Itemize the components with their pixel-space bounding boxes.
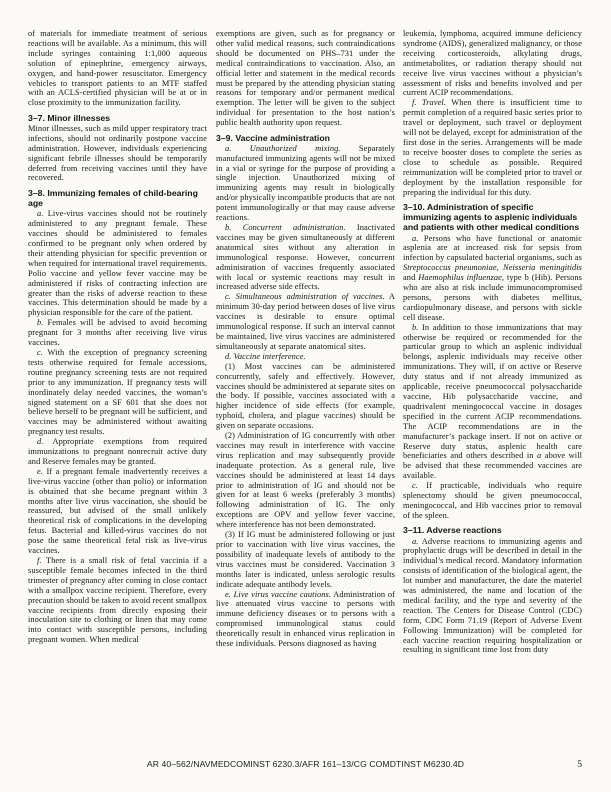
text-run: of materials for immediate treatment of serious reactions will be available. As a minimum, this will include syringes containing 1:1,000 aqueous solution of epinephrine, emergency airways, oxygen, and hand-power resuscitator. Emergency vehicles to transport patients to an MTF staffed with an ACLS-certified physician will be at or in close proximity to the immunization facility.: [28, 29, 207, 108]
text-run: d.: [37, 437, 44, 447]
text-run: (1) Most vaccines can be administered concurrently, safely and effectively. However, vaccines should be administered at separate sites on the body. If possible, vaccines associated with a higher incidence of side effects (for example, typhoid, cholera, and plague vaccines) should be given on separate occasions.: [216, 361, 395, 431]
text-run: (3) If IG must be administered following or just prior to vaccination with live virus vaccines, the possibility of inadequate levels of antibody to the virus vaccines must be considered. Vaccination 3 months later is indicated, unless serologic results indicate adequate antibody levels.: [216, 530, 395, 589]
text-run: (2) Administration of IG concurrently with other vaccines may result in interference with vaccine virus replication and may subsequently provide inadequate protection. As a general rule, live vaccines should be administered at least 14 days prior to administration of IG and should not be given for at least 6 weeks (preferably 3 months) following administration of IG. The only exceptions are OPV and yellow fever vaccine, where interference has not been demonstrated.: [216, 431, 395, 530]
paragraph: [216, 590, 395, 649]
text-run: A minimum 30-day period between doses of live virus vaccines is desirable to ensure optimal immunological response. If such an interval cannot be maintained, live virus vaccines are administered simultaneously at separate anatomical sites.: [216, 292, 395, 351]
text-run: If practicable, individuals who require splenectomy should be given pneumococcal, meningococcal, and Hib vaccines prior to removal of the spleen.: [403, 481, 582, 520]
text-run: Administration of live attenuated virus vaccine to persons with immune deficiency diseases or to persons with a compromised immunological status could theoretically result in enhanced virus replication in these individuals. Persons diagnosed as having: [216, 589, 395, 649]
section-heading: [28, 113, 207, 123]
text-run: e.: [37, 466, 43, 476]
text-run: With the exception of pregnancy screening tests otherwise required for female accessions, routine pregnancy screening tests are not required prior to any immunization. If pregnancy tests will inordinately delay needed vaccines, the woman’s signed statement on a SF 601 that she does not believe herself to be pregnant will be sufficient, and vaccines may be administered without awaiting pregnancy test results.: [28, 347, 207, 437]
text-run: There is a small risk of fetal vaccinia if a susceptible female becomes infected in the third trimester of pregnancy after coming in close contact with a smallpox vaccine recipient. Therefore, every precaution should be taken to avoid recent smallpox vaccine recipients from directly exposing their inoculation site to clothing or linen that may come into contact with susceptible persons, including pregnant women. When medical: [28, 556, 207, 645]
paragraph: [403, 98, 582, 197]
text-run: leukemia, lymphoma, acquired immune deficiency syndrome (AIDS), generalized malignancy, or those receiving corticosteroids, alkylating drugs, antimetabolites, or radiation therapy should not receive live virus vaccines without a physician’s assessment of risks and benefits involved and per current ACIP recommendations.: [403, 29, 582, 98]
text-run: Appropriate exemptions from required immunizations to pregnant nonrecruit active duty and Reserve females may be granted.: [28, 437, 207, 466]
text-run: Minor illnesses, such as mild upper respiratory tract infections, should not ordinarily postpone vaccine administration. However, individuals experiencing significant febrile illnesses should be temporarily deferred from receiving vaccines until they have recovered.: [28, 123, 207, 183]
text-column-1: [28, 29, 207, 759]
paragraph: [216, 144, 395, 223]
text-run: f.: [37, 556, 42, 566]
paragraph: [403, 481, 582, 521]
paragraph: [28, 348, 207, 437]
text-run: a.: [37, 209, 44, 219]
text-run: d. Vaccine interference.: [225, 351, 306, 361]
paragraph: [216, 292, 395, 351]
paragraph: [216, 223, 395, 292]
text-run: a: [537, 451, 542, 461]
paragraph: [403, 323, 582, 482]
text-run: c.: [412, 481, 418, 491]
paragraph: [28, 437, 207, 467]
text-run: Separately manufactured immunizing agents will not be mixed in a vial or syringe for the purpose of providing a single injection. Unauthorized mixing of immunizing agents may result in biologically and/or physically incompatible products that are not potent immunologically or that may cause adverse reactions.: [216, 143, 395, 223]
text-run: exemptions are given, such as for pregnancy or other valid medical reasons, such contraindications should be documented on PHS–731 under the medical contraindications to vaccination. Also, an official letter and statement in the medical records must be prepared by the attending physician stating reasons for temporary and/or permanent medical exemption. The letter will be given to the subject individual for presentation to the host nation’s public health authority upon request.: [216, 29, 395, 128]
text-run: 3–8. Immunizing females of child-bearing age: [28, 187, 198, 209]
paragraph: [403, 234, 582, 323]
text-run: c. Simultaneous administration of vaccines.: [225, 292, 385, 302]
page-footer: [0, 759, 611, 769]
text-run: type b (Hib). Persons who are also at risk include immunocompromised persons, persons with diabetes mellitus, cardiopulmonary disease, and persons with sickle cell disease.: [403, 273, 582, 322]
paragraph: [28, 209, 207, 318]
text-run: a.: [412, 536, 419, 546]
text-run: Inactivated vaccines may be given simultaneously at different anatomical sites without any alteration in immunological response. However, concurrent administration of vaccines frequently associated with local or systemic reactions may result in increased adverse side effects.: [216, 223, 395, 292]
footer-doc-id: AR 40–562/NAVMEDCOMINST 6230.3/AFR 161–13/CG COMDTINST M6230.4D: [146, 759, 465, 769]
text-run: b. Concurrent administration.: [225, 223, 346, 233]
text-run: Persons who have functional or anatomic asplenia are at increased risk for sepsis from infection by capsulated bacterial organisms, such as: [403, 233, 582, 263]
section-heading: [28, 188, 207, 208]
paragraph: [403, 537, 582, 656]
text-run: In addition to those immunizations that may otherwise be required or recommended for the particular group to which an asplenic individual belongs, asplenic individuals may receive other immunizations. They will, if on active or Reserve duty status and if not already immunized as applicable, receive pneumococcal polysaccharide vaccine, Hib polysaccharide vaccine, and quadrivalent meningococcal vaccine in dosages specified in the current ACIP recommendations. The ACIP recommendations are in the manufacturer’s package insert. If not on active or Reserve duty status, asplenic health care beneficiaries and others described in: [403, 322, 582, 461]
text-run: b.: [412, 322, 419, 332]
text-run: a.: [412, 233, 419, 243]
text-run: f. Travel.: [412, 98, 446, 108]
paragraph: [28, 467, 207, 556]
text-run: 3–9. Vaccine administration: [216, 132, 330, 143]
paragraph: [216, 29, 395, 128]
text-run: and: [403, 273, 419, 283]
paragraph: [216, 431, 395, 530]
text-column-2: [216, 29, 395, 759]
text-run: Females will be advised to avoid becoming pregnant for 3 months after receiving live virus vaccines.: [28, 318, 207, 348]
section-heading: [403, 525, 582, 535]
paragraph: [216, 530, 395, 589]
paragraph: [403, 29, 582, 98]
text-run: above will be advised that these recommended vaccines are available.: [403, 451, 582, 481]
paragraph: [216, 362, 395, 431]
paragraph: [28, 29, 207, 108]
text-run: 3–7. Minor illnesses: [28, 112, 111, 123]
text-run: Haemophilus influenzae,: [418, 273, 505, 283]
text-run: Streptococcus pneumoniae, Neisseria meningitidis: [403, 263, 582, 273]
text-run: 3–11. Adverse reactions: [403, 525, 502, 536]
paragraph: [216, 352, 395, 362]
text-run: Live-virus vaccines should not be routinely administered to any pregnant female. These vaccines should be administered to females confirmed to be pregnant only when ordered by their attending physician for specific prevention or when required for international travel requirements. Polio vaccine and yellow fever vaccine may be administered if risks of contracting infection are greater than the risks of adverse reaction to these vaccines. This determination should be made by a physician responsible for the care of the patient.: [28, 209, 207, 318]
paragraph: [28, 318, 207, 348]
text-run: 3–10. Administration of specific immunizing agents to asplenic individuals and patients with other medical conditions: [403, 201, 580, 233]
text-run: e. Live virus vaccine cautions.: [225, 589, 332, 599]
text-run: b.: [37, 318, 44, 328]
text-run: Adverse reactions to immunizing agents and prophylactic drugs will be described in detail in the individual’s medical record. Mandatory information consists of identification of the biological agent, the lot number and manufacturer, the date the materiel was administered, the name and location of the medical facility, and the type and severity of the reaction. The Centers for Disease Control (CDC) form, CDC Form 71.19 (Report of Adverse Event Following Immunization) will be completed for each vaccine reaction requiring hospitalization or resulting in significant time lost from duty: [403, 536, 582, 655]
section-heading: [403, 202, 582, 233]
text-run: c.: [37, 347, 43, 357]
text-column-3: [403, 29, 582, 759]
page-number: 5: [577, 760, 582, 770]
text-run: When there is insufficient time to permit completion of a required basic series prior to travel or deployment, such travel or deployment will not be delayed, except for administration of the first dose in the series. Arrangements will be made to receive booster doses to complete the series as close to schedule as possible. Required reimmunization will be completed prior to travel or deployment by the installation responsible for preparing the individual for this duty.: [403, 98, 582, 197]
section-heading: [216, 133, 395, 143]
paragraph: [28, 124, 207, 183]
paragraph: [28, 556, 207, 645]
text-run: a. Unauthorized mixing.: [225, 143, 341, 153]
text-run: If a pregnant female inadvertently receives a live-virus vaccine (other than polio) or information is obtained that she became pregnant within 3 months after live virus vaccination, she should be reassured, but advised of the small unlikely theoretical risk of complications in the developing fetus. Bacterial and killed-virus vaccines do not pose the same theoretical fetal risk as live-virus vaccines.: [28, 466, 207, 556]
